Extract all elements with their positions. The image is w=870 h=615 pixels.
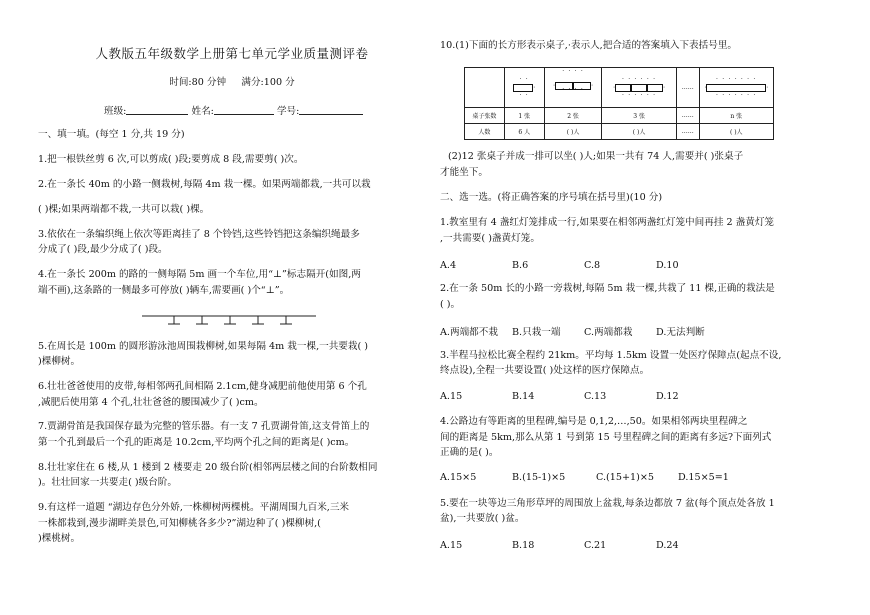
s2-q3-line1: 3.半程马拉松比赛全程约 21km。平均每 1.5km 设置一处医疗保障点(起点不设, <box>440 350 782 361</box>
section2-heading: 二、选一选。(将正确答案的序号填在括号里)(10 分) <box>440 192 663 203</box>
t-marks <box>168 316 292 324</box>
row-label-tables: 桌子张数 <box>465 108 505 124</box>
cell-tables-3: 3 张 <box>602 108 677 124</box>
name-label: 姓名: <box>191 106 214 117</box>
q8-line1: 8.壮壮家住在 6 楼,从 1 楼到 2 楼要走 20 级台阶(相邻两层楼之间的台阶数相同 <box>38 462 378 473</box>
option-c[interactable]: C.13 <box>584 391 607 402</box>
figure-ellipsis-cell: …… <box>676 68 699 108</box>
score-label: 满分:100 分 <box>241 77 295 88</box>
q5-line1: 5.在周长是 100m 的圆形游泳池周围栽柳树,如果每隔 4m 栽一棵,一共要栽( ) <box>38 341 369 352</box>
s2-q5-line1: 5.要在一块等边三角形草坪的周围放上盆栽,每条边都放 7 盆(每个顶点处各放 1 <box>440 498 775 509</box>
s2-q5-line2: 盆),一共要放( )盆。 <box>440 513 525 524</box>
option-d[interactable]: D.无法判断 <box>656 327 705 338</box>
option-c[interactable]: C.两端都栽 <box>584 327 633 338</box>
figure-1-table: · · · · · <box>504 68 544 108</box>
option-a[interactable]: A.15×5 <box>440 472 477 483</box>
s2-q1-options <box>440 260 728 271</box>
exam-meta <box>38 74 426 88</box>
q5-line2: )棵柳树。 <box>38 356 81 367</box>
class-label: 班级: <box>104 106 127 117</box>
figure-3-tables: · · · · · · · · · · · · · · <box>602 68 677 108</box>
q9-line2: 一株都栽到,漫步湖畔美景色,可知柳桃各多少?”湖边种了( )棵柳树,( <box>38 518 321 529</box>
q10-table <box>464 67 774 140</box>
q9-line3: )棵桃树。 <box>38 533 81 544</box>
table-row-tables <box>465 108 774 124</box>
table-row-people <box>465 124 774 140</box>
row-label-people: 人数 <box>465 124 505 140</box>
s2-q2-options <box>440 324 728 338</box>
id-field[interactable] <box>299 104 363 115</box>
cell-people-1: 6 人 <box>504 124 544 140</box>
figure-2-tables: · · · · · · · · · · <box>544 68 601 108</box>
q9-line1: 9.有这样一道题 “湖边存色分外娇,一株柳树两棵桃。平湖周围九百米,三米 <box>38 502 350 513</box>
q7-line1: 7.贾湖骨笛是我国保存最为完整的管乐器。有一支 7 孔贾湖骨笛,这支骨笛上的 <box>38 421 370 432</box>
cell-people-3[interactable]: ( )人 <box>602 124 677 140</box>
q3-line2: 分成了( )段,最少分成了( )段。 <box>38 244 168 255</box>
q3-line1: 3.依依在一条编织绳上依次等距离挂了 8 个铃铛,这些铃铛把这条编织绳最多 <box>38 229 360 240</box>
q2-line2: ( )棵;如果两端都不栽,一共可以栽( )棵。 <box>38 204 210 215</box>
cell-tables-2: 2 张 <box>544 108 601 124</box>
q1-line: 1.把一根铁丝剪 6 次,可以剪成( )段;要剪成 8 段,需要剪( )次。 <box>38 154 304 165</box>
cell-people-n[interactable]: ( )人 <box>699 124 774 140</box>
q4-line1: 4.在一条长 200m 的路的一侧每隔 5m 画一个车位,用“⊥”标志隔开(如图,两 <box>38 269 361 280</box>
option-a[interactable]: A.15 <box>440 391 463 402</box>
s2-q2-line1: 2.在一条 50m 长的小路一旁栽树,每隔 5m 栽一棵,共栽了 11 棵,正确的栽法是 <box>440 283 775 294</box>
s2-q1-line2: ,一共需要( )盏黄灯笼。 <box>440 233 540 244</box>
q10-line3: 才能坐下。 <box>440 167 488 178</box>
option-d[interactable]: D.15×5=1 <box>678 472 729 483</box>
s2-q4-options <box>440 472 750 483</box>
option-a[interactable]: A.两端都不栽 <box>440 327 498 338</box>
s2-q3-options <box>440 391 728 402</box>
q10-line2: (2)12 张桌子并成一排可以坐( )人;如果一共有 74 人,需要并( )张桌子 <box>448 151 744 162</box>
option-b[interactable]: B.18 <box>512 540 535 551</box>
cell-tables-ellipsis: …… <box>676 108 699 124</box>
s2-q3-line2: 终点设),全程一共要设置( )处这样的医疗保障点。 <box>440 365 650 376</box>
option-b[interactable]: B.只栽一端 <box>512 327 561 338</box>
option-b[interactable]: B.14 <box>512 391 535 402</box>
option-d[interactable]: D.24 <box>656 540 679 551</box>
option-d[interactable]: D.10 <box>656 260 679 271</box>
page-title: 人教版五年级数学上册第七单元学业质量测评卷 <box>95 46 369 61</box>
time-label: 时间:80 分钟 <box>169 77 227 88</box>
q6-line1: 6.壮壮爸爸使用的皮带,每相邻两孔间相隔 2.1cm,健身减肥前他使用第 6 个孔 <box>38 381 367 392</box>
option-c[interactable]: C.21 <box>584 540 607 551</box>
s2-q4-line1: 4.公路边有等距离的里程碑,编号是 0,1,2,…,50。如果相邻两块里程碑之 <box>440 416 748 427</box>
s2-q5-options <box>440 540 728 551</box>
s2-q4-line3: 正确的是( )。 <box>440 447 499 458</box>
id-label: 学号: <box>276 106 300 117</box>
q4-line2: 端不画),这条路的一侧最多可停放( )辆车,需要画( )个“⊥”。 <box>38 285 290 296</box>
option-a[interactable]: A.4 <box>440 260 457 271</box>
option-b[interactable]: B.(15-1)×5 <box>512 472 566 483</box>
option-c[interactable]: C.8 <box>584 260 601 271</box>
cell-people-ellipsis: …… <box>676 124 699 140</box>
figure-n-tables: · · · · · · · · · · · · · · · · <box>699 68 774 108</box>
parking-diagram <box>140 312 318 328</box>
student-fields <box>104 103 363 117</box>
option-a[interactable]: A.15 <box>440 540 463 551</box>
cell-tables-1: 1 张 <box>504 108 544 124</box>
q10-line1: 10.(1)下面的长方形表示桌子,·表示人,把合适的答案填入下表括号里。 <box>440 40 738 51</box>
q8-line2: )。壮壮回家一共要走( )级台阶。 <box>38 477 177 488</box>
table-figure-row <box>465 68 774 108</box>
q6-line2: ,减肥后使用第 4 个孔,壮壮爸爸的腰围减少了( )cm。 <box>38 397 264 408</box>
cell-people-2[interactable]: ( )人 <box>544 124 601 140</box>
q2-line1: 2.在一条长 40m 的小路一侧栽树,每隔 4m 栽一棵。如果两端都栽,一共可以栽 <box>38 179 371 190</box>
s2-q4-line2: 间的距离是 5km,那么从第 1 号到第 15 号里程碑之间的距离有多远?下面列式 <box>440 432 772 443</box>
option-b[interactable]: B.6 <box>512 260 529 271</box>
s2-q1-line1: 1.教室里有 4 盏红灯笼排成一行,如果要在相邻两盏红灯笼中间再挂 2 盏黄灯笼 <box>440 217 775 228</box>
option-d[interactable]: D.12 <box>656 391 679 402</box>
figure-empty-cell <box>465 68 505 108</box>
section1-heading: 一、填一填。(每空 1 分,共 19 分) <box>38 129 185 140</box>
name-field[interactable] <box>214 104 274 115</box>
q7-line2: 第一个孔到最后一个孔的距离是 10.2cm,平均两个孔之间的距离是( )cm。 <box>38 437 355 448</box>
s2-q2-line2: ( )。 <box>440 299 461 310</box>
cell-tables-n: n 张 <box>699 108 774 124</box>
class-field[interactable] <box>126 104 188 115</box>
option-c[interactable]: C.(15+1)×5 <box>596 472 655 483</box>
